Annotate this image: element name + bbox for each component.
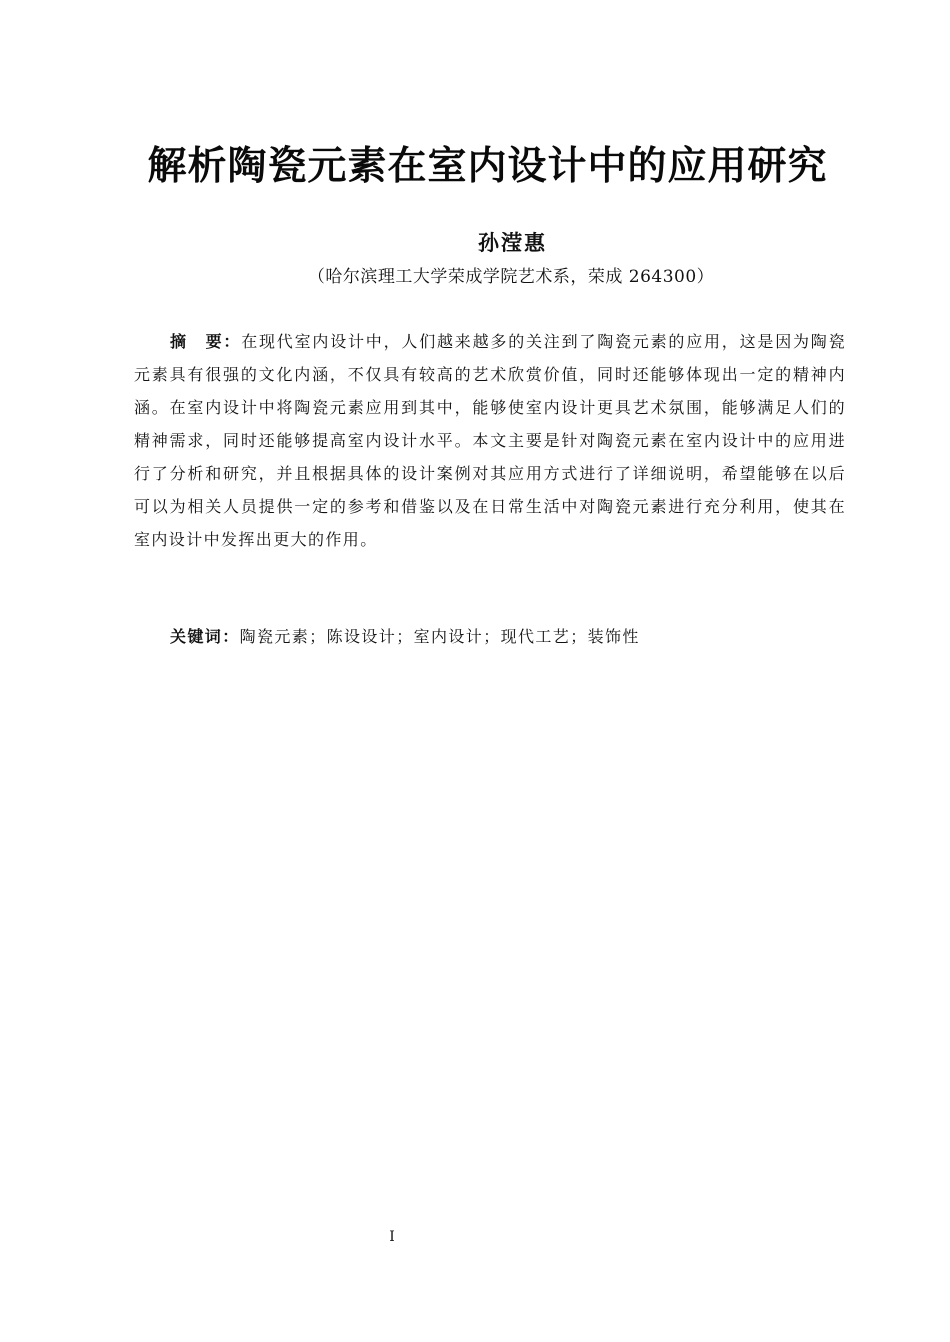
page-number: I <box>389 1229 395 1245</box>
keywords-text: 陶瓷元素；陈设设计；室内设计；现代工艺；装饰性 <box>239 627 640 646</box>
author-name: 孙滢惠 <box>478 231 547 255</box>
abstract-label: 摘 要： <box>170 332 242 351</box>
abstract-text: 在现代室内设计中，人们越来越多的关注到了陶瓷元素的应用，这是因为陶瓷元素具有很强的文化内涵，不仅具有较高的艺术欣赏价值，同时还能够体现出一定的精神内涵。在室内设计中将陶瓷元素应用到其中，能够使室内设计更具艺术氛围，能够满足人们的精神需求，同时还能够提高室内设计水平。本文主要是针对陶瓷元素在室内设计中的应用进行了分析和研究，并且根据具体的设计案例对其应用方式进行了详细说明，希望能够在以后可以为相关人员提供一定的参考和借鉴以及在日常生活中对陶瓷元素进行充分利用，使其在室内设计中发挥出更大的作用。 <box>134 332 846 549</box>
author-affiliation: （哈尔滨理工大学荣成学院艺术系，荣成 264300） <box>307 267 715 287</box>
paper-title: 解析陶瓷元素在室内设计中的应用研究 <box>147 144 828 189</box>
abstract-paragraph <box>134 325 846 556</box>
keywords-line <box>170 623 850 651</box>
keywords-label: 关键词： <box>170 627 240 646</box>
